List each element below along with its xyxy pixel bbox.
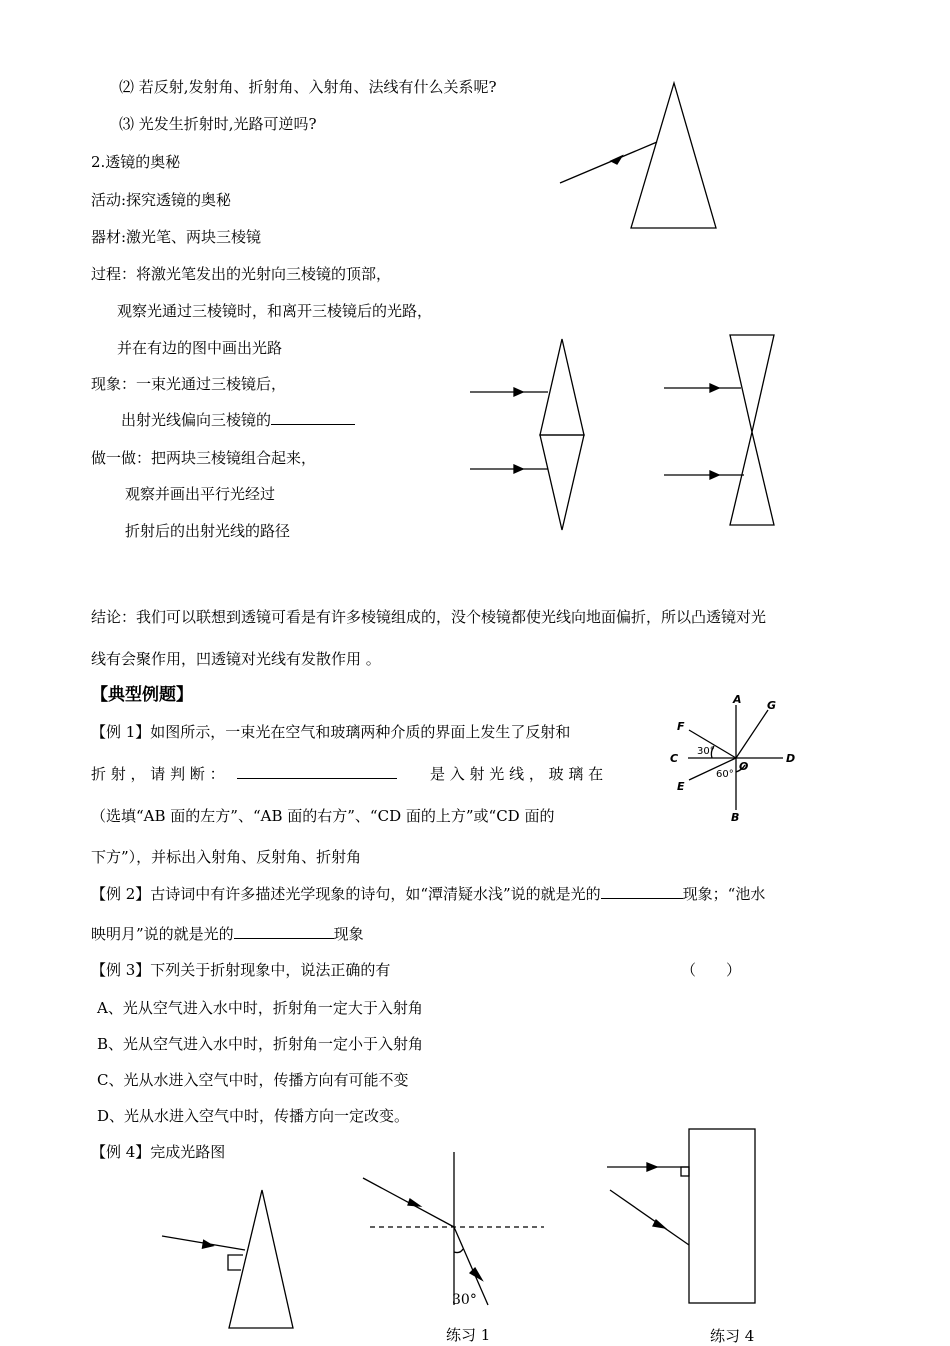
example-1-line-4: 下方”），并标出入射角、反射角、折射角 bbox=[91, 848, 362, 866]
incident-ray bbox=[560, 142, 657, 183]
arrow-icon bbox=[408, 1199, 420, 1206]
typical-examples-heading: 【典型例题】 bbox=[91, 685, 193, 705]
prism-figure-top bbox=[560, 83, 716, 228]
phenomenon-text: 出射光线偏向三棱镜的 bbox=[121, 411, 272, 429]
triangular-prism bbox=[631, 83, 716, 228]
ray-og bbox=[736, 710, 768, 758]
doit-line-1: 做一做：把两块三棱镜组合起来， bbox=[91, 449, 317, 467]
question-3: ⑶ 光发生折射时,光路可逆吗? bbox=[119, 115, 317, 133]
right-angle-mark bbox=[228, 1255, 243, 1270]
example-4-prism-figure bbox=[162, 1190, 293, 1328]
arrow-icon bbox=[710, 384, 719, 392]
prism-lower bbox=[540, 435, 584, 530]
equipment-line: 器材:激光笔、两块三棱镜 bbox=[91, 228, 262, 246]
label-f: F bbox=[677, 720, 685, 733]
option-a: A、光从空气进入水中时，折射角一定大于入射角 bbox=[97, 999, 423, 1017]
arrow-icon bbox=[202, 1240, 213, 1249]
example-4-title: 【例 4】完成光路图 bbox=[91, 1143, 226, 1161]
label-g: G bbox=[767, 699, 777, 712]
prism-upper bbox=[730, 335, 774, 432]
practice-4-figure bbox=[607, 1129, 755, 1303]
arrow-icon bbox=[653, 1220, 665, 1228]
example-1-line-1: 【例 1】如图所示，一束光在空气和玻璃两种介质的界面上发生了反射和 bbox=[91, 723, 571, 741]
option-c: C、光从水进入空气中时，传播方向有可能不变 bbox=[97, 1071, 409, 1089]
practice-1-figure bbox=[363, 1152, 544, 1305]
arrow-icon bbox=[514, 465, 523, 473]
conclusion-line-1: 结论：我们可以联想到透镜可看是有许多棱镜组成的，没个棱镜都使光线向地面偏折，所以凸透镜对光 bbox=[91, 608, 767, 626]
label-d: D bbox=[786, 752, 796, 765]
example-3-paren: （ ） bbox=[681, 961, 742, 979]
ex2-text-c: 映明月”说的就是光的 bbox=[91, 925, 234, 943]
option-b: B、光从空气进入水中时，折射角一定小于入射角 bbox=[97, 1035, 424, 1053]
process-line-2: 观察光通过三棱镜时，和离开三棱镜后的光路， bbox=[117, 302, 433, 320]
practice-1-angle-label: 30° bbox=[452, 1292, 477, 1308]
label-b: B bbox=[731, 811, 740, 824]
ex2-text-a: 【例 2】古诗词中有许多描述光学现象的诗句，如“潭清疑水浅”说的就是光的 bbox=[91, 885, 601, 903]
right-angle-mark bbox=[681, 1167, 689, 1176]
label-a: A bbox=[733, 693, 742, 706]
incident-ray-oblique bbox=[610, 1190, 689, 1245]
ex2-text-b: 现象；“池水 bbox=[682, 885, 766, 903]
arrow-icon bbox=[710, 471, 719, 479]
prism-lower bbox=[730, 432, 774, 525]
example-1-figure bbox=[688, 705, 783, 810]
question-2: ⑵ 若反射,发射角、折射角、入射角、法线有什么关系呢? bbox=[119, 78, 497, 96]
section-2-title: 2.透镜的奥秘 bbox=[91, 153, 181, 171]
angle-arc bbox=[454, 1249, 463, 1253]
label-c: C bbox=[670, 752, 679, 765]
process-line-1: 过程：将激光笔发出的光射向三棱镜的顶部， bbox=[91, 265, 392, 283]
conclusion-line-2: 线有会聚作用，凹透镜对光线有发散作用 。 bbox=[91, 650, 381, 668]
prism-upper bbox=[540, 339, 584, 435]
phenomenon-line-1: 现象：一束光通过三棱镜后， bbox=[91, 375, 287, 393]
arrow-icon bbox=[647, 1163, 657, 1171]
ex2-text-d: 现象 bbox=[333, 925, 364, 943]
arrow-icon bbox=[514, 388, 523, 396]
concave-prism-pair-figure bbox=[664, 335, 774, 525]
doit-line-2: 观察并画出平行光经过 bbox=[125, 485, 276, 503]
label-e: E bbox=[677, 780, 685, 793]
practice-4-caption: 练习 4 bbox=[710, 1327, 755, 1345]
glass-block bbox=[689, 1129, 755, 1303]
doit-line-3: 折射后的出射光线的路径 bbox=[125, 522, 291, 540]
triangular-prism bbox=[229, 1190, 293, 1328]
arrow-icon bbox=[611, 156, 622, 164]
convex-prism-pair-figure bbox=[470, 339, 584, 530]
angle-30-label: 30° bbox=[697, 746, 715, 757]
ex1-judge-text: 折 射 ， 请 判 断 ： bbox=[91, 765, 225, 783]
label-o: O bbox=[739, 760, 749, 773]
option-d: D、光从水进入空气中时，传播方向一定改变。 bbox=[97, 1107, 410, 1125]
angle-60-label: 60° bbox=[716, 769, 734, 780]
example-1-line-3: （选填“AB 面的左方”、“AB 面的右方”、“CD 面的上方”或“CD 面的 bbox=[91, 807, 555, 825]
activity-line: 活动:探究透镜的奥秘 bbox=[91, 191, 232, 209]
example-3-question: 【例 3】下列关于折射现象中，说法正确的有 bbox=[91, 961, 391, 979]
example-1-angles bbox=[697, 746, 734, 780]
process-line-3: 并在有边的图中画出光路 bbox=[117, 339, 283, 357]
example-1-line-2b: 是 入 射 光 线 ， 玻 璃 在 bbox=[430, 765, 604, 783]
practice-1-caption: 练习 1 bbox=[446, 1326, 491, 1344]
